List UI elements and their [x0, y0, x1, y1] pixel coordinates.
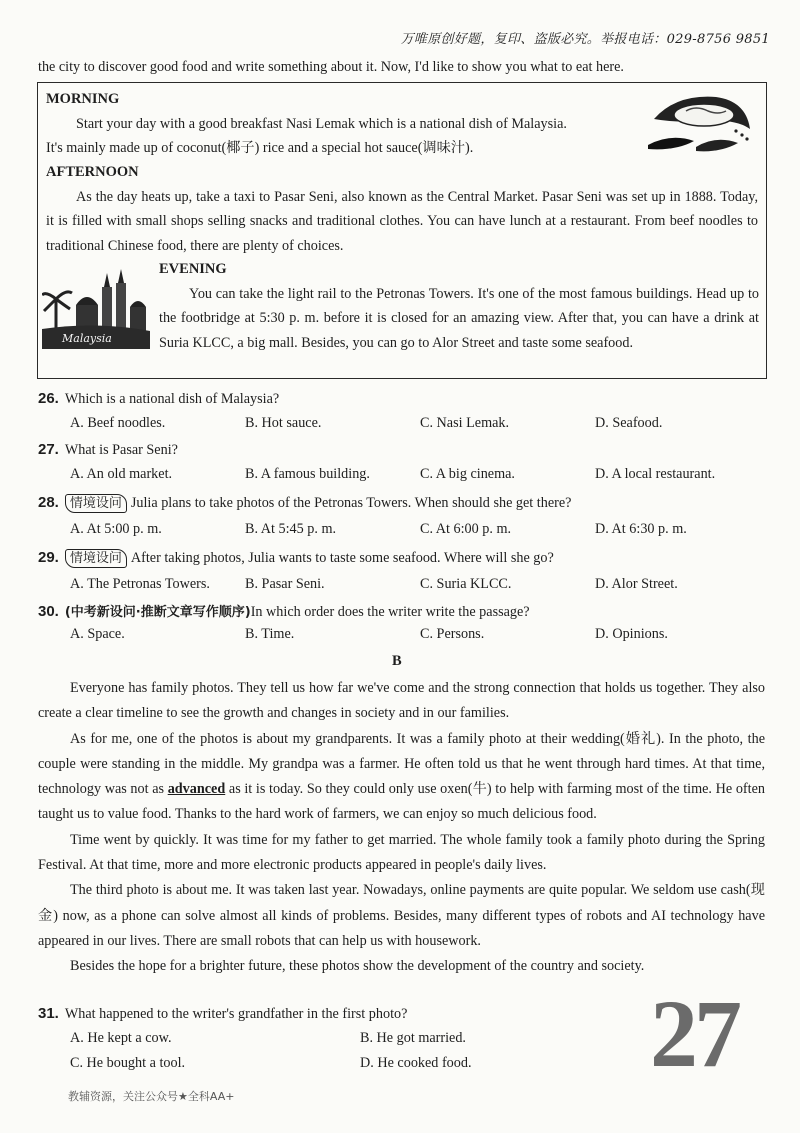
option-a[interactable]: A. Space.: [70, 626, 125, 642]
passage-text: As for me, one of the photos is about my grandparents. It was a family photo at their wedding(婚礼). In the photo, the couple were standing in the middle. My grandpa was a farmer. He often told us that he went through hard times. At that time, technology was not as: [38, 730, 765, 798]
passage-b: [38, 676, 765, 980]
question-text: Julia plans to take photos of the Petronas Towers. When should she get there?: [130, 495, 572, 511]
question-28: [38, 494, 768, 513]
scenario-tag: 情境设问: [65, 549, 127, 568]
option-c[interactable]: C. A big cinema.: [420, 466, 515, 482]
question-text: After taking photos, Julia wants to taste some seafood. Where will she go?: [130, 550, 554, 566]
page-number: 27: [650, 980, 738, 1087]
question-29: [38, 549, 768, 568]
option-a[interactable]: A. At 5:00 p. m.: [70, 521, 162, 537]
morning-line-2: It's mainly made up of coconut(椰子) rice and a special hot sauce(调味汁).: [46, 140, 474, 156]
option-d[interactable]: D. Seafood.: [595, 415, 663, 431]
question-type-tag: (中考新设问·推断文章写作顺序): [64, 605, 251, 620]
option-b[interactable]: B. A famous building.: [245, 466, 370, 482]
question-29-options: [70, 576, 770, 593]
question-30: [38, 601, 768, 621]
question-text: What is Pasar Seni?: [64, 442, 178, 458]
question-31: [38, 1005, 638, 1023]
question-text: Which is a national dish of Malaysia?: [64, 391, 280, 407]
question-number: 27.: [38, 441, 59, 458]
morning-line-1: Start your day with a good breakfast Nasi Lemak which is a national dish of Malaysia.: [76, 115, 567, 132]
option-c[interactable]: C. Nasi Lemak.: [420, 415, 510, 431]
option-a[interactable]: A. The Petronas Towers.: [70, 576, 210, 592]
passage-paragraph-4: The third photo is about me. It was taken last year. Nowadays, online payments are quite popular. We seldom use cash(现金) now, as a phone can solve almost all kinds of problems. Besides, many different types of robots and AI technology have appeared in our lives. There are small robots that can help us with housework.: [38, 882, 765, 949]
evening-text: You can take the light rail to the Petronas Towers. It's one of the most famous buildings. Head up to the footbridge at 5:30 p. m. before it is closed for an amazing view. After that, you can have a drink at Suria KLCC, a big mall. Besides, you can go to Alor Street and taste some seafood.: [159, 285, 759, 351]
passage-text: as it is today. So they could only use oxen(牛) to help with farming most of the time. He often taught us to value food. Thanks to the hard work of farmers, we can enjoy so much delicious food.: [38, 781, 765, 823]
malaysia-landmark-icon: [42, 269, 150, 349]
option-b[interactable]: B. At 5:45 p. m.: [245, 521, 337, 537]
option-d[interactable]: D. He cooked food.: [360, 1055, 472, 1071]
option-a[interactable]: A. An old market.: [70, 466, 173, 482]
question-number: 30.: [38, 603, 59, 620]
question-28-options: [70, 521, 770, 538]
question-number: 28.: [38, 494, 59, 511]
reading-box-a: [37, 82, 767, 379]
passage-paragraph-5: Besides the hope for a brighter future, these photos show the development of the country and society.: [70, 958, 645, 975]
option-c[interactable]: C. At 6:00 p. m.: [420, 521, 512, 537]
copyright-header: 万唯原创好题，复印、盗版必究。举报电话：029-8756 9851: [400, 32, 770, 47]
option-c[interactable]: C. Suria KLCC.: [420, 576, 512, 592]
afternoon-section: [46, 160, 758, 258]
afternoon-heading: AFTERNOON: [46, 164, 139, 180]
afternoon-text: As the day heats up, take a taxi to Pasar Seni, also known as the Central Market. Pasar Seni was set up in 1888. Today, it is filled with small shops selling snacks and traditional clothes. You can have lunch at a restaurant. From beef noodles to traditional Chinese food, there are plenty of choices.: [46, 188, 758, 254]
evening-section: [159, 257, 759, 355]
malaysia-label: Malaysia: [62, 332, 112, 345]
question-number: 29.: [38, 549, 59, 566]
option-d[interactable]: D. At 6:30 p. m.: [595, 521, 687, 537]
passage-paragraph-3: Time went by quickly. It was time for my father to get married. The whole family took a family photo during the Spring Festival. At that time, more and more electronic products appeared in people's daily lives.: [38, 831, 765, 874]
option-b[interactable]: B. Time.: [245, 626, 295, 642]
highlighted-word: advanced: [167, 781, 226, 798]
scenario-tag: 情境设问: [65, 494, 127, 513]
question-30-options: [70, 626, 770, 643]
option-b[interactable]: B. He got married.: [360, 1030, 466, 1046]
option-c[interactable]: C. He bought a tool.: [70, 1055, 186, 1071]
footer-note: 教辅资源，关注公众号★全科AA+: [68, 1090, 235, 1103]
morning-heading: MORNING: [46, 91, 120, 107]
question-text: In which order does the writer write the passage?: [250, 604, 530, 620]
option-b[interactable]: B. Hot sauce.: [245, 415, 322, 431]
option-a[interactable]: A. Beef noodles.: [70, 415, 166, 431]
passage-paragraph-1: Everyone has family photos. They tell us how far we've come and the strong connection that holds us together. They also create a clear timeline to see the growth and changes in society and in our families.: [38, 680, 765, 722]
question-26: [38, 390, 768, 408]
question-27: [38, 441, 768, 459]
section-b-heading: B: [392, 653, 402, 669]
question-number: 31.: [38, 1005, 59, 1022]
question-31-options-row-2: [70, 1055, 650, 1072]
question-26-options: [70, 415, 770, 432]
evening-heading: EVENING: [159, 261, 227, 277]
question-text: What happened to the writer's grandfather in the first photo?: [64, 1006, 408, 1022]
option-d[interactable]: D. A local restaurant.: [595, 466, 716, 482]
morning-section: [46, 87, 646, 136]
option-b[interactable]: B. Pasar Seni.: [245, 576, 325, 592]
option-a[interactable]: A. He kept a cow.: [70, 1030, 172, 1046]
option-d[interactable]: D. Opinions.: [595, 626, 668, 642]
passage-paragraph-2: [38, 727, 765, 828]
option-c[interactable]: C. Persons.: [420, 626, 485, 642]
question-31-options-row-1: [70, 1030, 650, 1047]
intro-line: the city to discover good food and write something about it. Now, I'd like to show you what to eat here.: [38, 59, 624, 75]
question-27-options: [70, 466, 770, 483]
option-d[interactable]: D. Alor Street.: [595, 576, 678, 592]
question-number: 26.: [38, 390, 59, 407]
